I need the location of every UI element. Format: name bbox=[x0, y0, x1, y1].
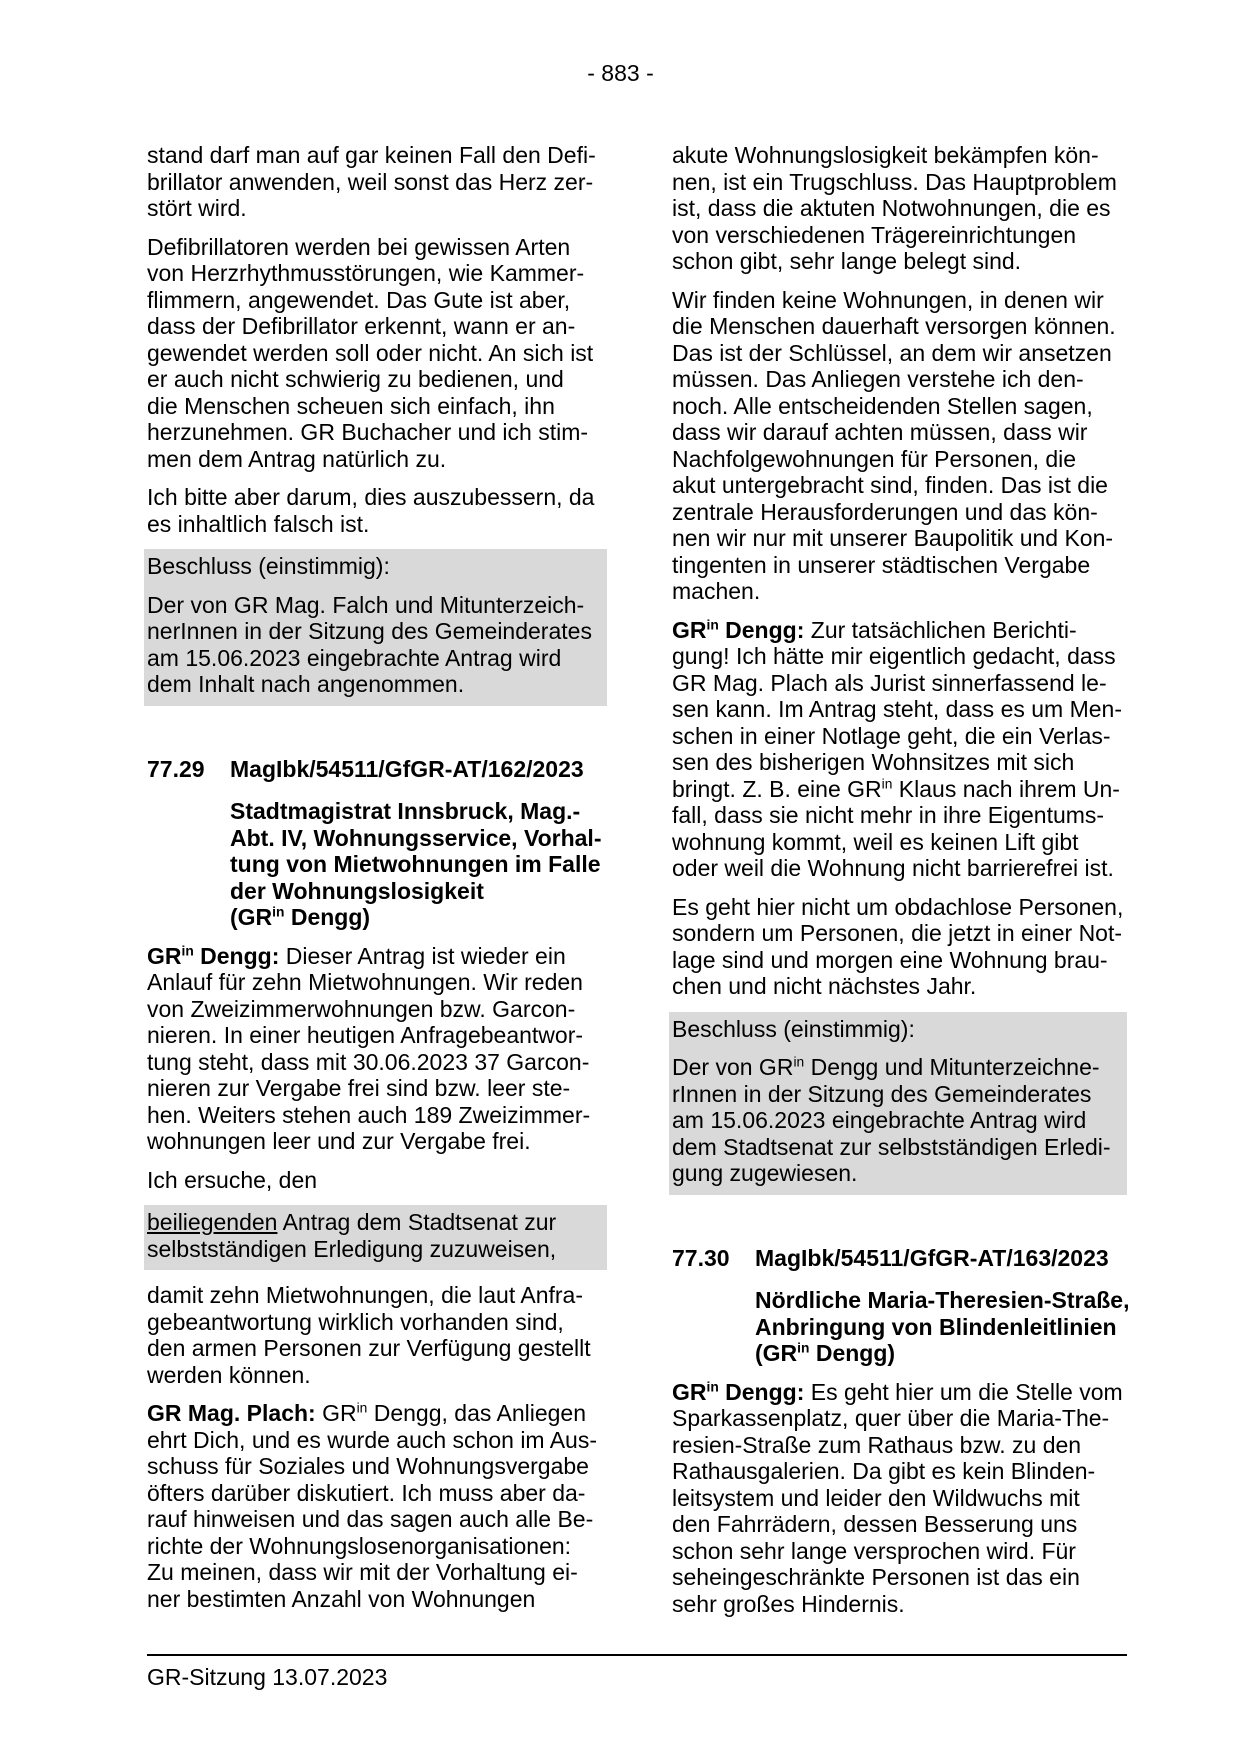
text-line bbox=[147, 169, 607, 196]
text-segment: Beschluss (einstimmig): bbox=[147, 553, 390, 579]
text-segment: schuss für Soziales und Wohnungsvergabe bbox=[147, 1453, 589, 1479]
superscript-text: in bbox=[272, 904, 285, 920]
text-line bbox=[147, 1167, 607, 1194]
text-line bbox=[672, 920, 1127, 947]
text-segment: beiliegenden bbox=[147, 1209, 278, 1235]
text-segment: rauf hinweisen und das sagen auch alle Be- bbox=[147, 1506, 594, 1532]
text-segment: selbstständigen Erledigung zuzuweisen, bbox=[147, 1235, 557, 1262]
text-segment: schon gibt, sehr lange belegt sind. bbox=[672, 248, 1022, 274]
text-line bbox=[672, 749, 1127, 776]
text-segment: am 15.06.2023 eingebrachte Antrag wird bbox=[672, 1107, 1087, 1133]
text-segment: werden können. bbox=[147, 1361, 311, 1388]
text-line bbox=[672, 142, 1127, 169]
text-line bbox=[147, 366, 607, 393]
text-line bbox=[672, 499, 1127, 526]
text-line bbox=[672, 670, 1127, 697]
text-line bbox=[147, 484, 607, 511]
text-line bbox=[672, 643, 1127, 670]
text-line bbox=[147, 1427, 607, 1454]
text-segment: der Wohnungslosigkeit bbox=[230, 877, 484, 904]
text-line bbox=[672, 287, 1127, 314]
text-line bbox=[147, 969, 607, 996]
text-segment: (GR bbox=[755, 1340, 798, 1366]
text-line bbox=[672, 1016, 1123, 1043]
text-segment: stand darf man auf gar keinen Fall den Defi- bbox=[147, 142, 596, 168]
text-line bbox=[672, 1432, 1127, 1459]
agenda-item-number: 77.29 bbox=[147, 755, 205, 782]
resolution-paragraph bbox=[147, 553, 603, 580]
text-line bbox=[147, 313, 607, 340]
text-line bbox=[672, 578, 1127, 605]
text-line bbox=[672, 617, 1127, 644]
text-segment: Es geht hier um die Stelle vom bbox=[804, 1378, 1123, 1405]
text-line bbox=[147, 1022, 607, 1049]
text-segment: die Menschen dauerhaft versorgen können. bbox=[672, 313, 1116, 339]
text-segment: rInnen in der Sitzung des Gemeinderates bbox=[672, 1080, 1092, 1107]
text-line bbox=[672, 169, 1127, 196]
text-line bbox=[147, 1102, 607, 1129]
text-segment: dem Stadtsenat zur selbstständigen Erledi- bbox=[672, 1133, 1111, 1160]
agenda-item-code: MagIbk/54511/GfGR-AT/163/2023 bbox=[755, 1244, 1109, 1271]
spacer bbox=[147, 718, 607, 756]
text-line bbox=[147, 419, 607, 446]
text-segment: gung zugewiesen. bbox=[672, 1160, 858, 1186]
text-line bbox=[147, 1400, 607, 1427]
text-line bbox=[672, 446, 1127, 473]
text-segment: hen. Weiters stehen auch 189 Zweizimmer- bbox=[147, 1101, 591, 1128]
text-line bbox=[147, 1533, 607, 1560]
text-segment: Stadtmagistrat Innsbruck, Mag.- bbox=[230, 798, 581, 824]
text-line bbox=[147, 1236, 603, 1263]
text-segment: richte der Wohnungslosenorganisationen: bbox=[147, 1532, 572, 1559]
text-segment: Rathausgalerien. Da gibt es kein Blinden- bbox=[672, 1458, 1096, 1484]
text-line bbox=[147, 1506, 607, 1533]
text-segment: (GR bbox=[230, 904, 273, 930]
text-segment: tingenten in unserer städtischen Vergabe bbox=[672, 551, 1091, 578]
text-line bbox=[147, 446, 607, 473]
agenda-item-heading bbox=[672, 1245, 1127, 1272]
text-line bbox=[230, 904, 607, 931]
text-segment: Nördliche Maria-Theresien-Straße, bbox=[755, 1287, 1130, 1313]
text-segment: akut untergebracht sind, finden. Das ist die bbox=[672, 472, 1108, 498]
text-segment: ehrt Dich, und es wurde auch schon im Aus- bbox=[147, 1426, 598, 1453]
text-segment: brillator anwenden, weil sonst das Herz zer- bbox=[147, 168, 594, 195]
text-line bbox=[147, 1586, 607, 1613]
text-line bbox=[147, 1209, 603, 1236]
text-line bbox=[755, 1340, 1127, 1367]
agenda-item-number: 77.30 bbox=[672, 1244, 730, 1271]
text-segment: damit zehn Mietwohnungen, die laut Anfra- bbox=[147, 1282, 583, 1308]
text-segment: ner bestimten Anzahl von Wohnungen bbox=[147, 1585, 536, 1612]
text-line bbox=[672, 1107, 1123, 1134]
text-line bbox=[672, 313, 1127, 340]
text-line bbox=[672, 472, 1127, 499]
text-segment: machen. bbox=[672, 578, 761, 604]
text-line bbox=[147, 1559, 607, 1586]
text-segment: dass wir darauf achten müssen, dass wir bbox=[672, 419, 1088, 445]
text-line bbox=[672, 222, 1127, 249]
text-segment: von Zweizimmerwohnungen bzw. Garcon- bbox=[147, 995, 576, 1022]
resolution-highlight bbox=[669, 1012, 1127, 1195]
text-segment: den Fahrrädern, dessen Besserung uns bbox=[672, 1511, 1078, 1537]
paragraph bbox=[147, 1167, 607, 1194]
text-segment: stört wird. bbox=[147, 195, 247, 221]
page-footer bbox=[147, 1654, 1127, 1691]
text-segment: GR Mag. Plach als Jurist sinnerfassend le- bbox=[672, 669, 1107, 696]
text-line bbox=[230, 878, 607, 905]
text-segment: zentrale Herausforderungen und das kön- bbox=[672, 498, 1098, 525]
superscript-text: in bbox=[356, 1400, 368, 1416]
text-segment: men dem Antrag natürlich zu. bbox=[147, 445, 447, 472]
text-line bbox=[672, 1591, 1127, 1618]
text-segment: er auch nicht schwierig zu bedienen, und bbox=[147, 366, 564, 392]
superscript-text: in bbox=[706, 616, 719, 632]
text-line bbox=[147, 1282, 607, 1309]
text-segment: gewendet werden soll oder nicht. An sich ist bbox=[147, 339, 594, 366]
text-line bbox=[672, 248, 1127, 275]
text-segment: Dieser Antrag ist wieder ein bbox=[279, 942, 566, 969]
text-line bbox=[230, 798, 607, 825]
text-line bbox=[147, 592, 603, 619]
text-line bbox=[672, 1538, 1127, 1565]
text-segment: von Herzrhythmusstörungen, wie Kammer- bbox=[147, 260, 585, 286]
text-line bbox=[672, 393, 1127, 420]
text-line bbox=[147, 943, 607, 970]
superscript-text: in bbox=[793, 1054, 805, 1070]
text-segment: akute Wohnungslosigkeit bekämpfen kön- bbox=[672, 142, 1099, 168]
text-line bbox=[672, 696, 1127, 723]
text-line bbox=[672, 419, 1127, 446]
superscript-text: in bbox=[706, 1378, 719, 1394]
text-segment: Nachfolgewohnungen für Personen, die bbox=[672, 445, 1077, 472]
text-line bbox=[147, 260, 607, 287]
text-segment: Ich bitte aber darum, dies auszubessern, da bbox=[147, 484, 595, 510]
text-segment: dass der Defibrillator erkennt, wann er an- bbox=[147, 313, 576, 339]
text-segment: von verschiedenen Trägereinrichtungen bbox=[672, 221, 1077, 248]
paragraph bbox=[672, 1379, 1127, 1618]
text-segment: Dengg und Mitunterzeichne- bbox=[804, 1054, 1100, 1080]
text-segment: dem Inhalt nach angenommen. bbox=[147, 671, 465, 697]
text-line bbox=[147, 1049, 607, 1076]
text-segment: Der von GR Mag. Falch und Mitunterzeich- bbox=[147, 591, 585, 618]
text-segment: chen und nicht nächstes Jahr. bbox=[672, 973, 977, 999]
text-segment: GR bbox=[315, 1400, 357, 1426]
text-line bbox=[147, 1335, 607, 1362]
text-line bbox=[230, 825, 607, 852]
text-segment: gebeantwortung wirklich vorhanden sind, bbox=[147, 1308, 564, 1335]
text-line bbox=[672, 723, 1127, 750]
text-line bbox=[147, 553, 603, 580]
text-segment: GR bbox=[672, 1378, 707, 1405]
text-line bbox=[672, 1134, 1123, 1161]
text-line bbox=[147, 1453, 607, 1480]
text-segment: Das ist der Schlüssel, an dem wir ansetzen bbox=[672, 339, 1112, 366]
text-segment: Dengg: bbox=[718, 1378, 805, 1405]
paragraph bbox=[147, 142, 607, 222]
text-segment: nieren zur Vergabe frei sind bzw. leer ste- bbox=[147, 1075, 571, 1101]
resolution-paragraph bbox=[147, 592, 603, 698]
resolution-highlight bbox=[144, 549, 607, 706]
text-segment: gung! Ich hätte mir eigentlich gedacht, dass bbox=[672, 643, 1116, 669]
paragraph bbox=[147, 234, 607, 473]
text-segment: flimmern, angewendet. Das Gute ist aber, bbox=[147, 286, 571, 313]
text-line bbox=[230, 851, 607, 878]
text-line bbox=[147, 1480, 607, 1507]
text-segment: GR bbox=[672, 616, 707, 643]
paragraph bbox=[672, 142, 1127, 275]
page-number: - 883 - bbox=[587, 60, 654, 86]
text-segment: sen des bisherigen Wohnsitzes mit sich bbox=[672, 749, 1075, 775]
text-segment: herzunehmen. GR Buchacher und ich stim- bbox=[147, 419, 589, 445]
text-segment: müssen. Das Anliegen verstehe ich den- bbox=[672, 366, 1084, 392]
text-segment: Anbringung von Blindenleitlinien bbox=[755, 1313, 1117, 1340]
text-line bbox=[147, 618, 603, 645]
text-segment: wohnungen leer und zur Vergabe frei. bbox=[147, 1128, 531, 1154]
text-line bbox=[147, 1309, 607, 1336]
text-line bbox=[147, 142, 607, 169]
text-segment: sondern um Personen, die jetzt in einer Not- bbox=[672, 920, 1123, 946]
text-line bbox=[672, 855, 1127, 882]
text-segment: GR bbox=[147, 942, 182, 969]
text-segment: seheingeschränkte Personen ist das ein bbox=[672, 1564, 1080, 1590]
text-segment: die Menschen scheuen sich einfach, ihn bbox=[147, 392, 555, 419]
text-segment: Beschluss (einstimmig): bbox=[672, 1015, 915, 1042]
text-line bbox=[672, 829, 1127, 856]
text-line bbox=[672, 340, 1127, 367]
right-column bbox=[672, 142, 1130, 1629]
text-segment: Dengg, das Anliegen bbox=[367, 1400, 587, 1426]
text-segment: Defibrillatoren werden bei gewissen Arten bbox=[147, 233, 571, 260]
text-segment: Zur tatsächlichen Berichti- bbox=[804, 616, 1077, 643]
text-segment: nieren. In einer heutigen Anfragebeantwor- bbox=[147, 1022, 584, 1048]
text-segment: leitsystem und leider den Wildwuchs mit bbox=[672, 1484, 1080, 1511]
text-line bbox=[147, 996, 607, 1023]
text-line bbox=[672, 1485, 1127, 1512]
text-line bbox=[672, 802, 1127, 829]
text-line bbox=[672, 1081, 1123, 1108]
text-segment: Es geht hier nicht um obdachlose Personen, bbox=[672, 893, 1124, 920]
text-segment: fall, dass sie nicht mehr in ihre Eigentums- bbox=[672, 802, 1105, 828]
text-segment: schon sehr lange versprochen wird. Für bbox=[672, 1537, 1076, 1564]
text-line bbox=[672, 1379, 1127, 1406]
text-line bbox=[672, 525, 1127, 552]
text-line bbox=[147, 340, 607, 367]
text-segment: lage sind und morgen eine Wohnung brau- bbox=[672, 946, 1108, 973]
text-segment: Ich ersuche, den bbox=[147, 1166, 318, 1193]
text-line bbox=[672, 1160, 1123, 1187]
text-segment: Der von GR bbox=[672, 1054, 794, 1080]
text-segment: nerInnen in der Sitzung des Gemeinderates bbox=[147, 618, 592, 644]
paragraph bbox=[147, 1400, 607, 1612]
superscript-text: in bbox=[797, 1340, 810, 1356]
text-segment: den armen Personen zur Verfügung gestellt bbox=[147, 1335, 591, 1361]
text-line bbox=[147, 195, 607, 222]
text-segment: bringt. Z. B. eine GR bbox=[672, 775, 882, 802]
text-segment: wohnung kommt, weil es keinen Lift gibt bbox=[672, 828, 1079, 855]
paragraph bbox=[672, 894, 1127, 1000]
spacer bbox=[672, 1207, 1127, 1245]
text-line bbox=[147, 393, 607, 420]
text-segment: nen, ist ein Trugschluss. Das Hauptproblem bbox=[672, 168, 1117, 195]
text-segment: Antrag dem Stadtsenat zur bbox=[277, 1209, 557, 1235]
superscript-text: in bbox=[881, 775, 893, 791]
text-line bbox=[147, 671, 603, 698]
resolution-paragraph bbox=[672, 1054, 1123, 1187]
paragraph bbox=[147, 943, 607, 1155]
text-line bbox=[147, 1075, 607, 1102]
agenda-item-heading bbox=[147, 756, 607, 783]
text-segment: noch. Alle entscheidenden Stellen sagen, bbox=[672, 392, 1093, 419]
text-line bbox=[672, 1458, 1127, 1485]
text-segment: resien-Straße zum Rathaus bzw. zu den bbox=[672, 1431, 1082, 1458]
agenda-item-title bbox=[755, 1287, 1130, 1367]
text-segment: sehr großes Hindernis. bbox=[672, 1590, 905, 1617]
resolution-highlight bbox=[144, 1205, 607, 1270]
text-line bbox=[755, 1287, 1130, 1314]
text-segment: Dengg: bbox=[193, 942, 280, 969]
text-line bbox=[672, 1054, 1123, 1081]
superscript-text: in bbox=[181, 942, 194, 958]
text-segment: Sparkassenplatz, quer über die Maria-The- bbox=[672, 1405, 1110, 1431]
text-line bbox=[672, 366, 1127, 393]
resolution-paragraph bbox=[672, 1016, 1123, 1043]
text-segment: Dengg) bbox=[284, 904, 371, 930]
text-segment: ist, dass die aktuten Notwohnungen, die es bbox=[672, 195, 1111, 221]
text-segment: schen in einer Notlage geht, die ein Verlas- bbox=[672, 722, 1111, 749]
text-line bbox=[147, 511, 607, 538]
text-line bbox=[147, 1128, 607, 1155]
text-segment: oder weil die Wohnung nicht barrierefrei ist. bbox=[672, 855, 1114, 881]
text-line bbox=[672, 1511, 1127, 1538]
text-segment: GR Mag. Plach: bbox=[147, 1400, 316, 1426]
agenda-item-title bbox=[230, 798, 607, 931]
paragraph bbox=[672, 287, 1127, 605]
text-line bbox=[147, 287, 607, 314]
text-line bbox=[147, 1362, 607, 1389]
resolution-paragraph bbox=[147, 1209, 603, 1262]
text-segment: tung steht, dass mit 30.06.2023 37 Garcon- bbox=[147, 1048, 590, 1075]
text-line bbox=[672, 1564, 1127, 1591]
footer-divider bbox=[147, 1654, 1127, 1656]
left-column bbox=[147, 142, 607, 1624]
text-segment: es inhaltlich falsch ist. bbox=[147, 510, 370, 537]
text-segment: Dengg: bbox=[718, 616, 805, 643]
text-line bbox=[672, 776, 1127, 803]
text-segment: sen kann. Im Antrag steht, dass es um Men- bbox=[672, 696, 1122, 722]
text-segment: nen wir nur mit unserer Baupolitik und Kon- bbox=[672, 525, 1114, 551]
text-line bbox=[147, 645, 603, 672]
text-segment: Klaus nach ihrem Un- bbox=[892, 775, 1120, 802]
text-segment: Anlauf für zehn Mietwohnungen. Wir reden bbox=[147, 969, 583, 995]
text-line bbox=[672, 552, 1127, 579]
paragraph bbox=[147, 484, 607, 537]
text-segment: tung von Mietwohnungen im Falle bbox=[230, 851, 601, 877]
text-line bbox=[672, 195, 1127, 222]
text-line bbox=[672, 1405, 1127, 1432]
text-line bbox=[147, 234, 607, 261]
text-line bbox=[672, 947, 1127, 974]
text-segment: am 15.06.2023 eingebrachte Antrag wird bbox=[147, 644, 562, 671]
text-segment: Wir finden keine Wohnungen, in denen wir bbox=[672, 286, 1104, 313]
text-segment: öfters darüber diskutiert. Ich muss aber da- bbox=[147, 1479, 586, 1506]
text-line bbox=[672, 973, 1127, 1000]
paragraph bbox=[672, 617, 1127, 882]
text-segment: Abt. IV, Wohnungsservice, Vorhal- bbox=[230, 824, 602, 851]
paragraph bbox=[147, 1282, 607, 1388]
footer-text: GR-Sitzung 13.07.2023 bbox=[147, 1664, 388, 1690]
text-line bbox=[755, 1314, 1127, 1341]
agenda-item-code: MagIbk/54511/GfGR-AT/162/2023 bbox=[230, 755, 584, 782]
text-line bbox=[672, 894, 1127, 921]
text-segment: Zu meinen, dass wir mit der Vorhaltung ei- bbox=[147, 1559, 578, 1585]
text-segment: Dengg) bbox=[809, 1340, 896, 1366]
